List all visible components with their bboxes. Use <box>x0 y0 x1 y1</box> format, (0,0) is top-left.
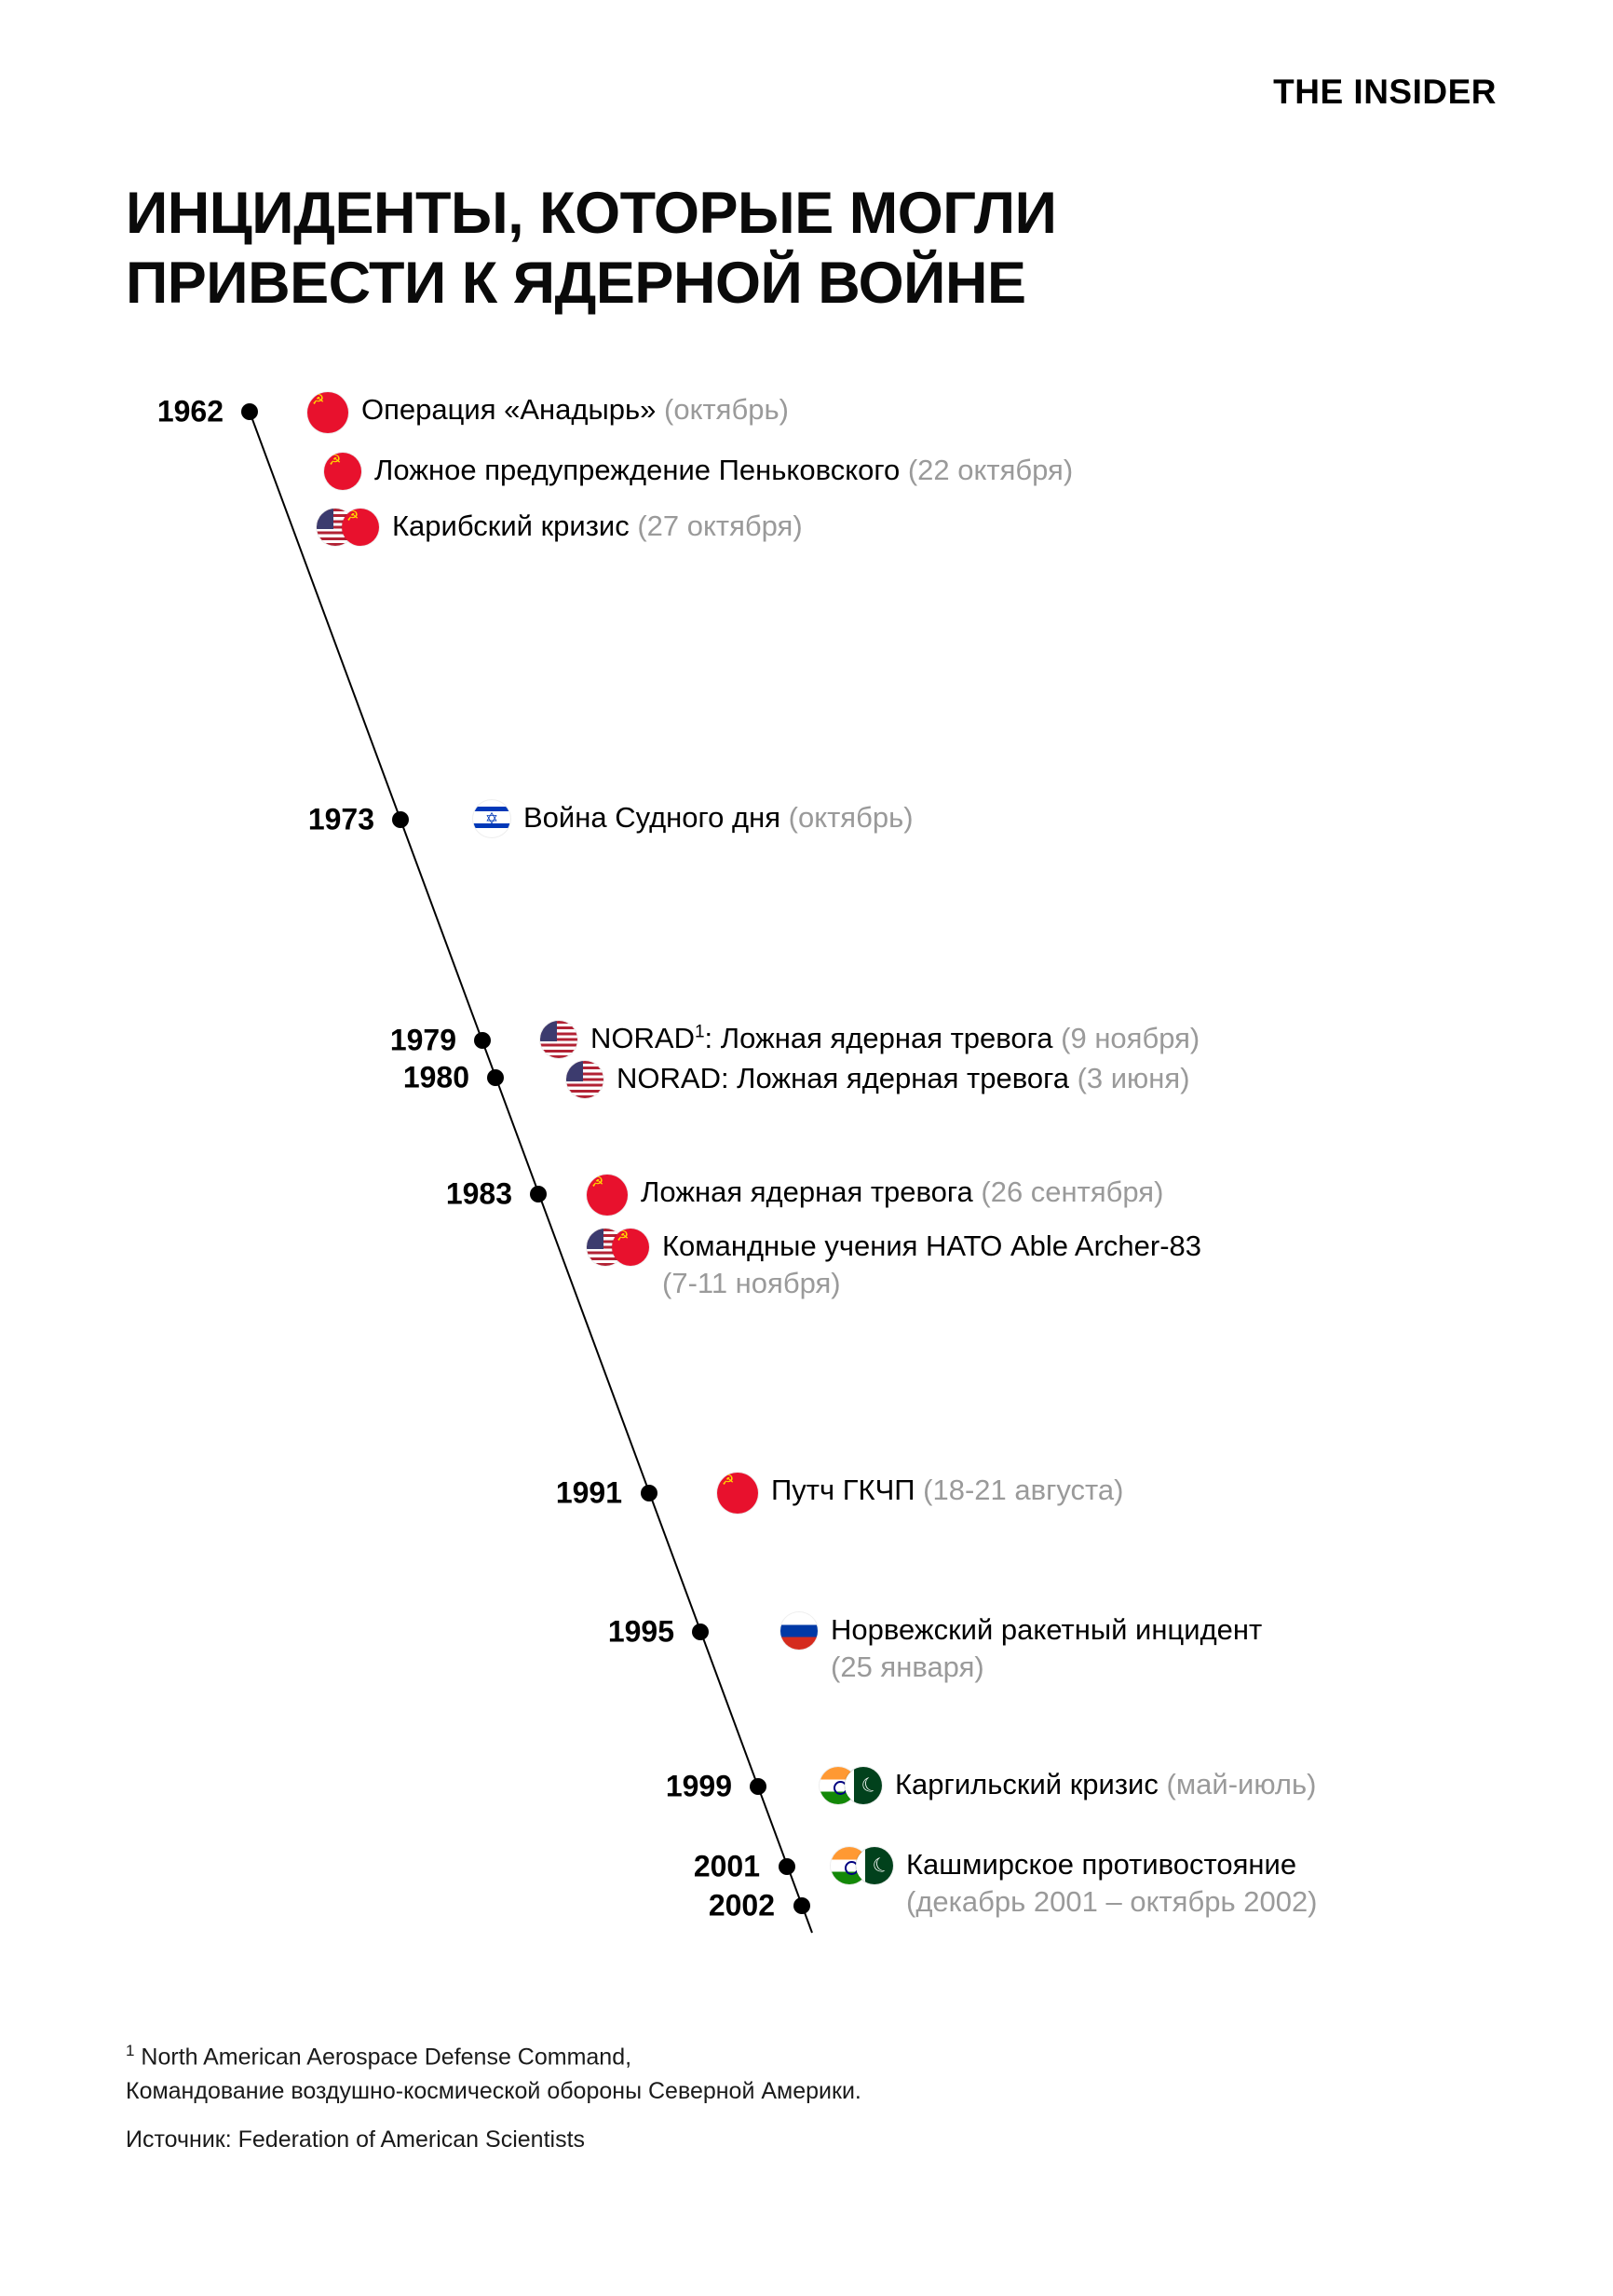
event-label: Командные учения НАТО Able Archer-83 <box>662 1230 1202 1262</box>
event-date: (9 ноября) <box>1061 1022 1200 1054</box>
event-label: Карибский кризис <box>392 509 630 542</box>
event-date: (декабрь 2001 – октябрь 2002) <box>906 1884 1318 1918</box>
footnotes <box>126 2040 861 2156</box>
flag-group <box>831 1847 893 1884</box>
timeline-event <box>780 1611 1483 1685</box>
year-label-1973: 1973 <box>307 802 374 836</box>
event-text <box>523 799 914 836</box>
event-text <box>895 1766 1316 1803</box>
event-label: NORAD <box>590 1022 695 1054</box>
event-text <box>392 508 803 545</box>
event-text <box>617 1060 1190 1097</box>
flag-group <box>717 1473 758 1514</box>
year-label-1983: 1983 <box>445 1176 512 1211</box>
source-line: Источник: Federation of American Scientists <box>126 2126 586 2153</box>
flag-ussr-icon <box>612 1229 649 1266</box>
event-text <box>590 1020 1200 1057</box>
year-label-2002: 2002 <box>708 1888 775 1922</box>
event-date: (3 июня) <box>1077 1062 1190 1094</box>
page-title: ИНЦИДЕНТЫ, КОТОРЫЕ МОГЛИ ПРИВЕСТИ К ЯДЕРНОЙ ВОЙНЕ <box>126 181 1057 316</box>
flag-group <box>540 1021 577 1058</box>
event-date: (25 января) <box>831 1650 984 1683</box>
brand-logo: THE INSIDER <box>1273 73 1497 111</box>
flag-group <box>307 392 348 433</box>
event-date: (22 октября) <box>907 454 1074 486</box>
flag-usa-icon <box>540 1021 577 1058</box>
footnote-number: 1 <box>126 2042 135 2059</box>
footnote-marker: 1 <box>694 1022 705 1042</box>
year-label-1995: 1995 <box>607 1614 674 1649</box>
timeline-event <box>317 508 803 546</box>
event-label: Каргильский кризис <box>895 1768 1159 1800</box>
footnote-norad <box>126 2040 861 2074</box>
flag-ussr-icon <box>342 509 379 546</box>
timeline-event <box>473 799 914 837</box>
flag-group <box>566 1061 603 1098</box>
flag-group <box>780 1612 818 1650</box>
year-label-1962: 1962 <box>156 394 224 428</box>
event-label-cont: : Ложная ядерная тревога <box>704 1022 1053 1054</box>
event-label: Норвежский ракетный инцидент <box>831 1613 1263 1646</box>
timeline-event <box>587 1174 1163 1216</box>
event-text <box>662 1228 1369 1301</box>
event-text <box>771 1472 1123 1509</box>
event-date: (октябрь) <box>788 801 914 834</box>
flag-pakistan-icon <box>856 1847 893 1884</box>
event-label: Путч ГКЧП <box>771 1474 915 1506</box>
year-label-1991: 1991 <box>555 1475 622 1510</box>
flag-group <box>587 1175 628 1216</box>
timeline-event <box>540 1020 1200 1058</box>
event-date: (октябрь) <box>664 393 789 426</box>
year-label-1999: 1999 <box>665 1769 732 1803</box>
flag-group <box>473 800 510 837</box>
event-label: Ложное предупреждение Пеньковского <box>374 454 901 486</box>
flag-ussr-icon <box>307 392 348 433</box>
flag-ussr-icon <box>717 1473 758 1514</box>
event-date: (18-21 августа) <box>923 1474 1124 1506</box>
timeline-event <box>831 1846 1549 1920</box>
event-date: (26 сентября) <box>981 1175 1164 1208</box>
timeline-event <box>307 391 789 433</box>
flag-ussr-icon <box>324 453 361 490</box>
footnote-norad-line2: Командование воздушно-космической обороны Северной Америки. <box>126 2077 861 2104</box>
flag-usa-icon <box>566 1061 603 1098</box>
event-text <box>831 1611 1483 1685</box>
event-text <box>361 391 789 428</box>
year-label-2001: 2001 <box>693 1849 760 1883</box>
timeline-event <box>587 1228 1369 1301</box>
timeline-event <box>324 452 1073 490</box>
flag-group <box>587 1229 649 1266</box>
event-date: (май-июль) <box>1166 1768 1317 1800</box>
timeline <box>0 363 1613 2031</box>
year-label-1980: 1980 <box>402 1060 469 1094</box>
timeline-event <box>566 1060 1190 1098</box>
flag-pakistan-icon <box>845 1767 882 1804</box>
event-text <box>374 452 1073 489</box>
timeline-event <box>820 1766 1316 1804</box>
flag-group <box>317 509 379 546</box>
flag-russia-icon <box>780 1612 818 1650</box>
flag-ussr-icon <box>587 1175 628 1216</box>
flag-group <box>324 453 361 490</box>
event-label: Война Судного дня <box>523 801 780 834</box>
timeline-event <box>717 1472 1123 1514</box>
event-label: Операция «Анадырь» <box>361 393 657 426</box>
event-label: Кашмирское противостояние <box>906 1848 1297 1881</box>
event-text <box>906 1846 1549 1920</box>
year-label-1979: 1979 <box>389 1023 456 1057</box>
flag-group <box>820 1767 882 1804</box>
event-date: (27 октября) <box>637 509 803 542</box>
event-label: Ложная ядерная тревога <box>641 1175 973 1208</box>
event-text <box>641 1174 1163 1211</box>
event-date: (7-11 ноября) <box>662 1266 841 1299</box>
flag-israel-icon <box>473 800 510 837</box>
event-label: NORAD: Ложная ядерная тревога <box>617 1062 1069 1094</box>
footnote-norad-line1: North American Aerospace Defense Command, <box>134 2044 632 2071</box>
